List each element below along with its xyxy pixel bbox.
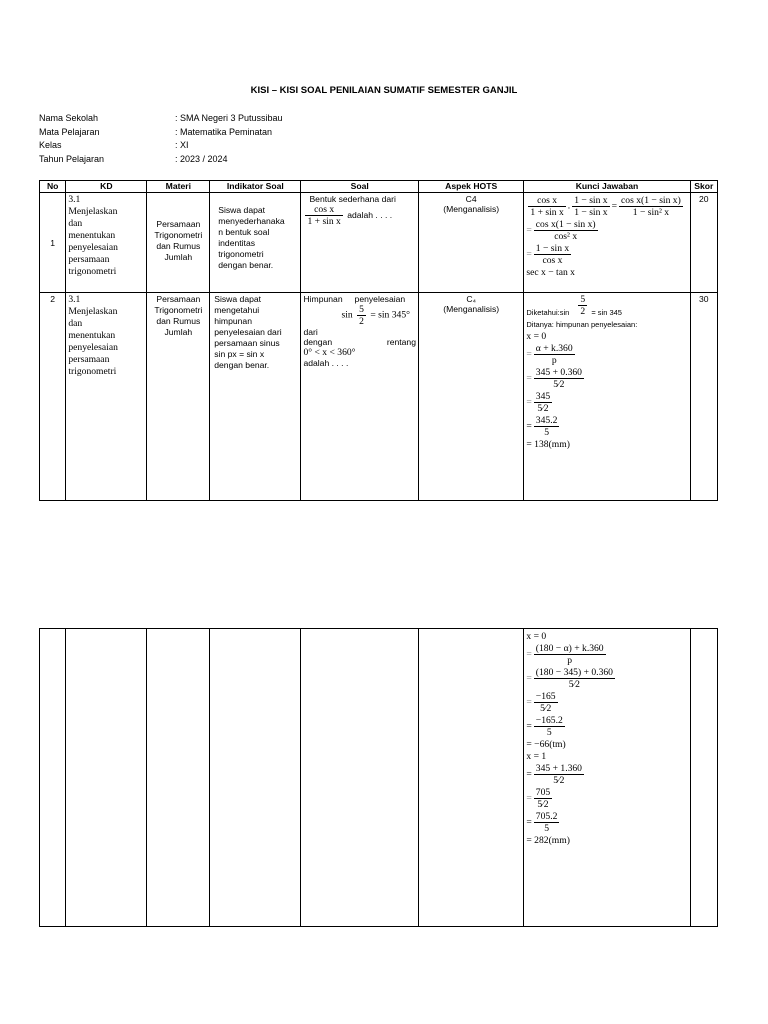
fraction-denominator: p (551, 355, 557, 366)
kd-line: Menjelaskan (68, 306, 118, 317)
school-info (39, 112, 283, 166)
fraction-numerator: cos x (305, 204, 342, 216)
soal-text: Himpunan penyelesaian (303, 294, 406, 304)
header-kd: KD (66, 181, 147, 193)
equation-part: sin (341, 309, 353, 321)
answer-step: = $\frac{\text{cos x(1 − sin x)}}{\text{cos² x}}$ (526, 219, 596, 242)
indikator-line: dengan benar. (218, 260, 274, 270)
soal-text: adalah . . . . (303, 358, 349, 368)
answer-step: = $\frac{345.2}{5}$ (526, 415, 558, 438)
kd-line: 3.1 (68, 194, 81, 205)
fraction-denominator: 5⁄2 (537, 403, 549, 414)
answer-known (526, 307, 687, 318)
soal-range: 0° < x < 360° (303, 347, 356, 358)
materi-cell (147, 293, 210, 501)
kd-line: dan (68, 218, 83, 229)
answer-step: x = 0 (526, 631, 547, 642)
kd-line: Menjelaskan (68, 206, 118, 217)
info-row-school (39, 112, 283, 126)
answer-step: = $\frac{345 + 0.360}{5⁄2}$ (526, 367, 582, 390)
indikator-cell (210, 293, 301, 501)
answer-fraction (534, 343, 575, 366)
fraction-numerator: α + k.360 (535, 343, 573, 354)
fraction-denominator: 5⁄2 (568, 679, 580, 690)
fraction-numerator: cos x (528, 195, 565, 207)
indikator-line: trigonometri (218, 249, 264, 259)
info-value: : SMA Negeri 3 Putussibau (175, 113, 283, 123)
fraction-denominator: 5⁄2 (553, 775, 565, 786)
aspek-label: (Menganalisis) (443, 204, 500, 214)
soal-text: Bentuk sederhana dari (309, 194, 396, 204)
kd-cell (66, 193, 147, 293)
fraction-denominator: 5⁄2 (537, 799, 549, 810)
indikator-cell (210, 193, 301, 293)
table-row (40, 293, 718, 501)
answer-result: = 282(mm) (526, 835, 570, 846)
answer-fraction (534, 715, 565, 738)
header-indikator: Indikator Soal (210, 181, 301, 193)
table-row (40, 193, 718, 293)
info-value: : XI (175, 140, 189, 150)
indikator-line: indentitas (218, 238, 256, 248)
kd-line: penyelesaian (68, 342, 118, 353)
fraction-numerator: −165 (535, 691, 556, 702)
continuation-table (39, 628, 718, 927)
fraction-numerator: cos x(1 − sin x) (535, 219, 596, 230)
info-row-class (39, 139, 283, 153)
materi-line: dan Rumus (156, 241, 201, 251)
indikator-line: dengan benar. (214, 360, 270, 370)
answer-step: = $\frac{(180 - \alpha) + k.360}{p}$ (526, 643, 604, 666)
equation-part: = sin 345° (370, 309, 410, 321)
soal-text: adalah . . . . (347, 209, 393, 220)
soal-text: dengan (303, 337, 333, 347)
empty-cell (301, 629, 419, 927)
fraction-numerator: 345 + 0.360 (535, 367, 582, 378)
info-value: : Matematika Peminatan (175, 126, 273, 137)
materi-line: Persamaan (156, 219, 201, 229)
empty-cell (210, 629, 301, 927)
answer-fraction (534, 391, 552, 414)
answer-step: = $\frac{705.2}{5}$ (526, 811, 558, 834)
aspek-level: C₄ (466, 294, 477, 304)
soal-text: dari (303, 327, 318, 337)
answer-fraction (534, 667, 615, 690)
answer-step: = $\frac{-165.2}{5}$ (526, 715, 563, 738)
materi-line: dan Rumus (156, 316, 201, 326)
soal-line (303, 337, 416, 347)
kd-line: menentukan (68, 330, 116, 341)
answer-step: $\frac{\text{cos x}}{\text{1 + sin x}}$ . $\frac{\text{1 − sin x}}{\text{1 − sin x}}$ = $\frac{\text{cos x(1 − sin x)}}{\text{1 − sin² x}}$ (530, 195, 681, 218)
soal-fraction (305, 204, 342, 227)
kunci-cell (524, 629, 690, 927)
answer-result: sec x − tan x (526, 267, 575, 278)
fraction-denominator: cos x (542, 255, 563, 266)
fraction-denominator: 5 (546, 727, 552, 738)
answer-fraction (534, 415, 560, 438)
indikator-line: n bentuk soal (218, 227, 270, 237)
row-number: 1 (40, 193, 66, 293)
answer-step: = $\frac{345}{5⁄2}$ (526, 391, 551, 414)
soal-expression (303, 204, 416, 227)
answer-step: x = 0 (526, 331, 547, 342)
answer-step: = $\frac{345 + 1.360}{5⁄2}$ (526, 763, 582, 786)
fraction-numerator: 705 (535, 787, 551, 798)
row-number: 2 (40, 293, 66, 501)
fraction-denominator: 5⁄2 (553, 379, 565, 390)
empty-cell (147, 629, 210, 927)
info-label: Kelas (39, 140, 62, 150)
empty-cell (66, 629, 147, 927)
kunci-cell (524, 293, 690, 501)
aspek-cell (418, 293, 523, 501)
fraction-numerator: 1 − sin x (574, 195, 608, 206)
kd-line: persamaan (68, 254, 110, 265)
header-skor: Skor (690, 181, 717, 193)
kd-line: trigonometri (68, 366, 117, 377)
info-value: : 2023 / 2024 (175, 153, 228, 164)
answer-fraction (534, 367, 584, 390)
fraction-numerator: −165.2 (535, 715, 563, 726)
skor-cell: 20 (690, 193, 717, 293)
fraction-numerator: 5 (580, 294, 586, 305)
fraction-numerator: 345.2 (535, 415, 558, 426)
table-header-row (40, 181, 718, 193)
header-aspek: Aspek HOTS (418, 181, 523, 193)
fraction-numerator: (180 − α) + k.360 (535, 643, 604, 654)
soal-equation (303, 304, 416, 327)
answer-fraction (534, 643, 606, 666)
answer-step: = $\frac{(180 - 345) + 0.360}{5⁄2}$ (526, 667, 613, 690)
aspek-level: C4 (465, 194, 477, 204)
answer-result: = −66(tm) (526, 739, 566, 750)
fraction-denominator: 1 + sin x (307, 216, 341, 227)
kd-line: 3.1 (68, 294, 81, 305)
materi-line: Jumlah (164, 327, 193, 337)
fraction-denominator: 2 (359, 316, 364, 327)
indikator-line: sin px = sin x (214, 349, 265, 359)
aspek-cell (418, 193, 523, 293)
fraction-denominator: 5 (544, 823, 549, 834)
header-materi: Materi (147, 181, 210, 193)
fraction-numerator: cos x(1 − sin x) (621, 195, 681, 206)
answer-step: = $\frac{-165}{5⁄2}$ (526, 691, 556, 714)
kd-cell (66, 293, 147, 501)
fraction-denominator: 1 − sin x (574, 207, 608, 218)
info-row-subject (39, 126, 283, 140)
indikator-line: penyelesaian dari (214, 327, 282, 337)
answer-fraction (534, 243, 571, 266)
kd-line: menentukan (68, 230, 116, 241)
soal-fraction (357, 304, 366, 327)
indikator-line: Siswa dapat (214, 294, 262, 304)
answer-result: = 138(mm) (526, 439, 570, 450)
header-no: No (40, 181, 66, 193)
fraction-denominator: 1 + sin x (530, 207, 564, 218)
answer-fraction (572, 195, 609, 218)
fraction-denominator: 1 − sin² x (632, 207, 670, 218)
answer-step: = $\frac{\alpha + k.360}{p}$ (526, 343, 573, 366)
answer-step: = $\frac{705}{5⁄2}$ (526, 787, 551, 810)
header-soal: Soal (301, 181, 419, 193)
indikator-line: persamaan sinus (214, 338, 280, 348)
fraction-denominator: 2 (580, 306, 586, 317)
fraction-denominator: 5 (544, 427, 549, 438)
fraction-numerator: 345 (535, 391, 551, 402)
info-label: Nama Sekolah (39, 113, 99, 123)
soal-text: rentang (386, 337, 416, 347)
indikator-line: himpunan (214, 316, 252, 326)
answer-fraction (534, 219, 598, 242)
empty-cell (418, 629, 523, 927)
indikator-line: menyederhanaka (218, 216, 285, 226)
skor-cell: 30 (690, 293, 717, 501)
kd-line: dan (68, 318, 83, 329)
kunci-cell (524, 193, 690, 293)
document-title: KISI – KISI SOAL PENILAIAN SUMATIF SEMESTER GANJIL (250, 85, 518, 96)
soal-cell (301, 293, 419, 501)
fraction-numerator: (180 − 345) + 0.360 (535, 667, 613, 678)
materi-line: Jumlah (164, 252, 193, 262)
answer-fraction (534, 691, 558, 714)
answer-fraction (528, 195, 565, 218)
answer-text: = sin 345 (591, 308, 622, 317)
answer-fraction (534, 787, 552, 810)
empty-cell (40, 629, 66, 927)
table-row (40, 629, 718, 927)
indikator-line: mengetahui (214, 305, 260, 315)
answer-asked: Ditanya: himpunan penyelesaian: (526, 320, 638, 329)
question-grid-table (39, 180, 718, 501)
materi-line: Trigonometri (154, 305, 203, 315)
fraction-denominator: p (567, 655, 573, 666)
aspek-label: (Menganalisis) (443, 304, 500, 314)
kd-line: penyelesaian (68, 242, 118, 253)
info-label: Tahun Pelajaran (39, 153, 105, 164)
materi-line: Persamaan (156, 294, 201, 304)
indikator-line: Siswa dapat (218, 205, 266, 215)
fraction-numerator: 5 (359, 304, 364, 315)
fraction-denominator: 5⁄2 (540, 703, 552, 714)
soal-cell (301, 193, 419, 293)
answer-fraction (534, 763, 584, 786)
info-row-year (39, 153, 283, 167)
materi-cell (147, 193, 210, 293)
answer-fraction (534, 811, 560, 834)
kd-line: trigonometri (68, 266, 117, 277)
fraction-numerator: 1 − sin x (535, 243, 570, 254)
answer-fraction (619, 195, 683, 218)
info-label: Mata Pelajaran (39, 126, 100, 137)
fraction-denominator: cos² x (554, 231, 578, 242)
materi-line: Trigonometri (154, 230, 203, 240)
fraction-numerator: 705.2 (535, 811, 558, 822)
answer-text: Diketahui:sin (526, 308, 570, 317)
header-kunci: Kunci Jawaban (524, 181, 690, 193)
answer-step: x = 1 (526, 751, 547, 762)
answer-step: = $\frac{\text{1 − sin x}}{\text{cos x}}$ (526, 243, 570, 266)
empty-cell (690, 629, 717, 927)
fraction-numerator: 345 + 1.360 (535, 763, 582, 774)
kd-line: persamaan (68, 354, 110, 365)
